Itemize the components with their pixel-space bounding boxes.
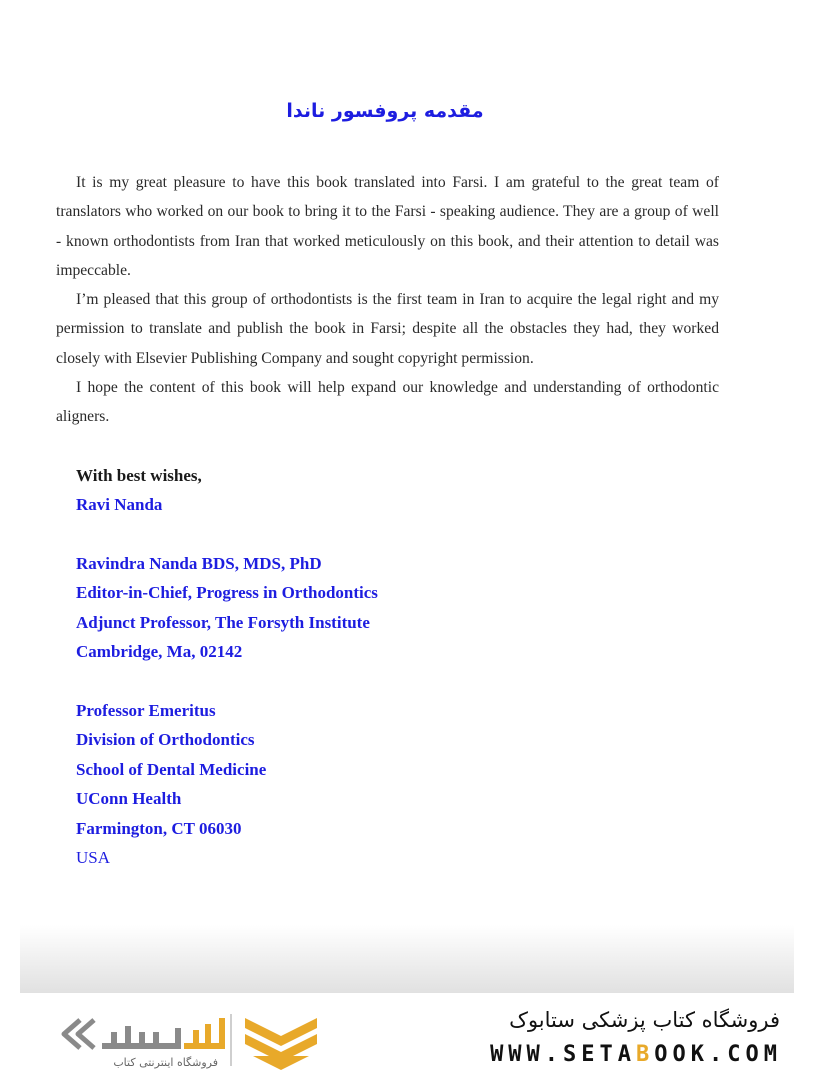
affiliation-line: School of Dental Medicine: [76, 759, 267, 779]
affiliation-line: Cambridge, Ma, 02142: [76, 642, 243, 662]
affiliation-line: Farmington, CT 06030: [76, 818, 242, 838]
affiliation-line: UConn Health: [76, 789, 182, 809]
footer-shadow: [20, 925, 794, 993]
affiliation-line: Division of Orthodontics: [76, 730, 255, 750]
closing-wishes: With best wishes,: [76, 466, 202, 485]
affiliation-line: Adjunct Professor, The Forsyth Institute: [76, 612, 370, 632]
store-url[interactable]: [410, 1042, 782, 1067]
affiliation-line: Editor-in-Chief, Progress in Orthodontics: [76, 583, 378, 603]
paragraph: I’m pleased that this group of orthodontists is the first team in Iran to acquire the legal right and my permission to translate and publish the book in Farsi; despite all the obstacles they had, they worked closely with Elsevier Publishing Company and sought copyright permission.: [56, 291, 719, 367]
url-accent-letter: B: [636, 1042, 655, 1067]
affiliation-block-1: [76, 549, 378, 667]
closing-block: [76, 461, 202, 520]
affiliation-block-2: [76, 696, 266, 872]
paragraph: It is my great pleasure to have this book translated into Farsi. I am grateful to the great team of translators who worked on our book to bring it to the Farsi - speaking audience. They are a group of well - known orthodontists from Iran that worked meticulously on this book, and their attention to detail was impeccable.: [56, 174, 719, 279]
paragraph: I hope the content of this book will help expand our knowledge and understanding of orthodontic aligners.: [56, 379, 719, 426]
affiliation-line: Professor Emeritus: [76, 701, 216, 720]
affiliation-line: Ravindra Nanda BDS, MDS, PhD: [76, 554, 322, 573]
logo-divider: [230, 1014, 232, 1066]
foreword-body: [56, 168, 719, 432]
setabook-logo-icon: [58, 1012, 228, 1056]
chevron-logo-icon: [243, 1014, 319, 1070]
page-title: مقدمه پروفسور ناندا: [286, 100, 484, 122]
url-part: WWW.SETA: [490, 1042, 637, 1067]
logo-tagline: فروشگاه اینترنتی کتاب: [113, 1056, 218, 1069]
url-part: OOK.COM: [654, 1042, 782, 1067]
affiliation-line: USA: [76, 848, 111, 868]
store-name: فروشگاه کتاب پزشکی ستابوک: [509, 1008, 780, 1032]
signature-name: Ravi Nanda: [76, 495, 163, 515]
